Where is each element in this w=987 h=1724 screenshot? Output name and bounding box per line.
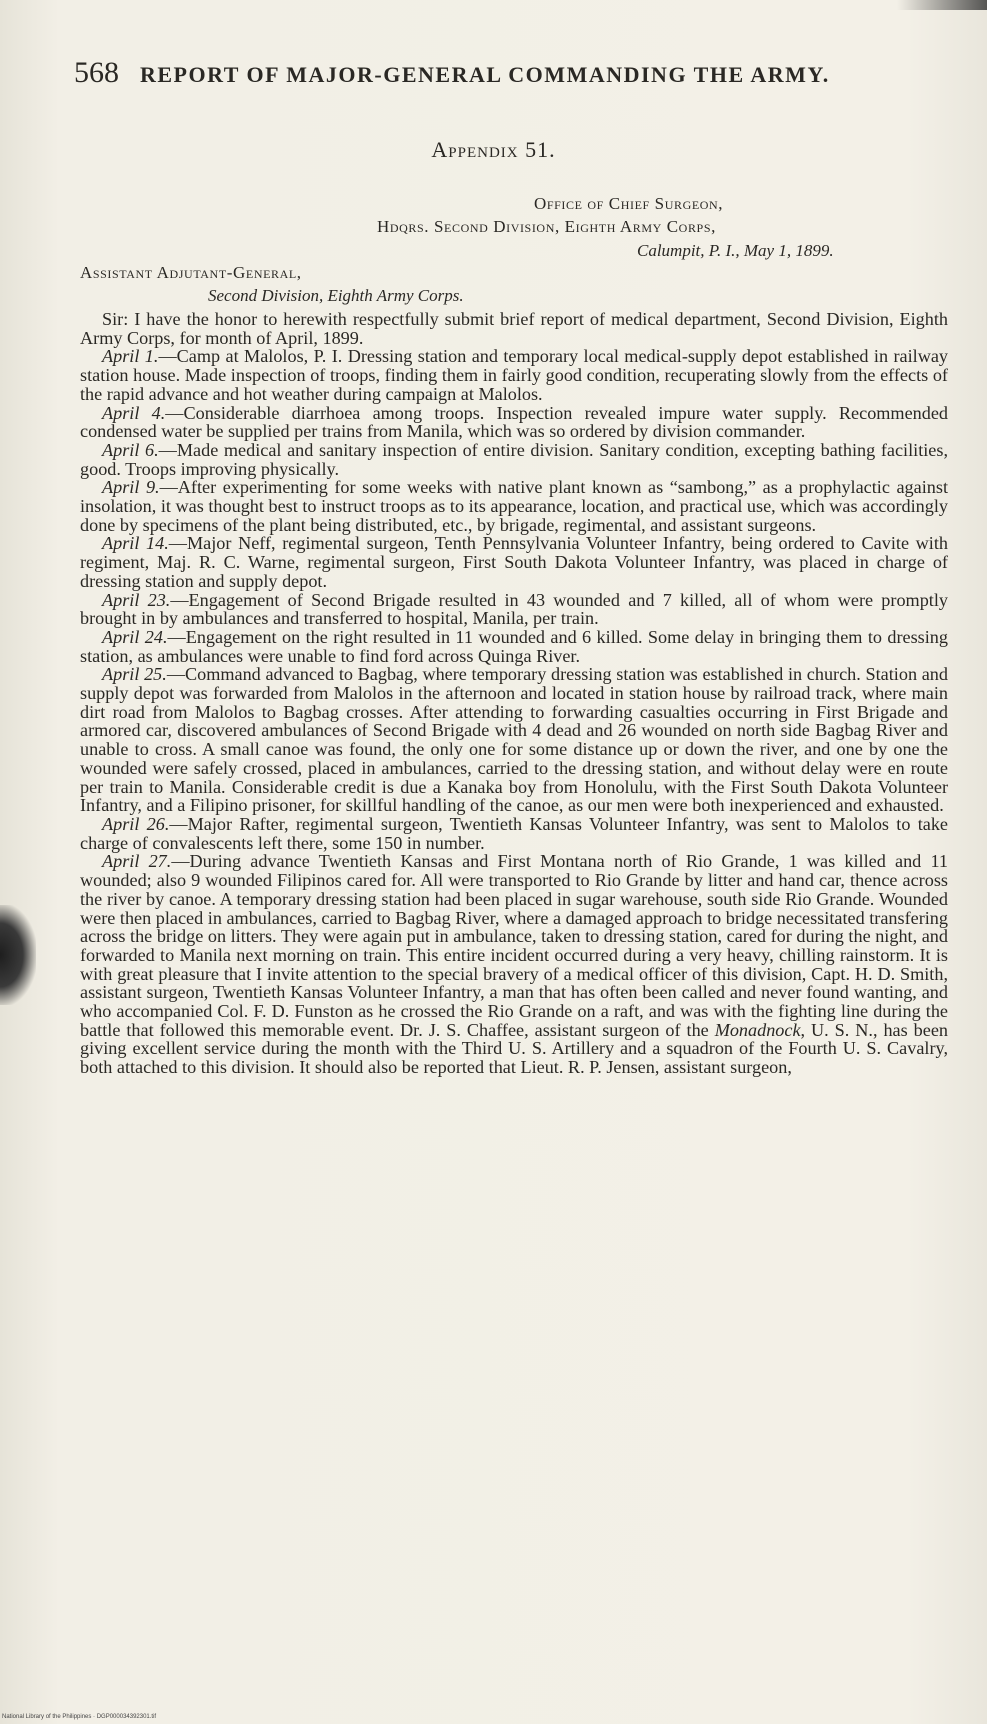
paragraph-april-9: April 9.—After experimenting for some weeks with native plant known as “sambong,” as a prophylactic against insolation, it was thought best to instruct troops as to its appearance, location, and practical use, which was accordingly done by specimens of the plant being distributed, etc., by brigade, regimental, and assistant surgeons.	[80, 477, 949, 535]
sender-line-2: Hdqrs. Second Division, Eighth Army Corps,	[377, 217, 716, 236]
recipient-line-1: Assistant Adjutant-General,	[80, 263, 302, 282]
sender-line-3: Calumpit, P. I., May 1, 1899.	[637, 241, 834, 260]
sender-line-1: Office of Chief Surgeon,	[534, 194, 724, 213]
paragraph-april-4: April 4.—Considerable diarrhoea among troops. Inspection revealed impure water supply. Recommended condensed water be supplied per trains from Manila, which was so ordered by division commander.	[80, 402, 949, 442]
paragraph-april-24: April 24.—Engagement on the right resulted in 11 wounded and 6 killed. Some delay in bringing them to dressing station, as ambulances were unable to find ford across Quinga River.	[80, 626, 948, 666]
scan-footer: National Library of the Philippines · DGP000034392301.tif	[2, 1714, 157, 1720]
appendix-heading: Appendix 51.	[431, 137, 556, 162]
report-body	[80, 310, 948, 1077]
scan-edge-shadow	[897, 0, 987, 10]
header-title: REPORT OF MAJOR-GENERAL COMMANDING THE ARMY.	[140, 62, 830, 87]
paragraph-salutation: Sir: I have the honor to herewith respectfully submit brief report of medical department, Second Division, Eighth Army Corps, for month of April, 1899.	[80, 309, 948, 348]
recipient-line-2: Second Division, Eighth Army Corps.	[208, 286, 464, 305]
paragraph-april-23: April 23.—Engagement of Second Brigade resulted in 43 wounded and 7 killed, all of whom were promptly brought in by ambulances and transferred to hospital, Manila, per train.	[80, 589, 948, 629]
paragraph-april-25: April 25.—Command advanced to Bagbag, where temporary dressing station was established in church. Station and supply depot was forwarded from Malolos in the afternoon and located in station house by railroad track, where main dirt road from Malolos to Bagbag crosses. After attending to forwarding casualties occurring in First Brigade and armored car, discovered ambulances of Second Brigade with 4 dead and 26 wounded on north side Bagbag River and unable to cross. A small canoe was found, the only one for some distance up or down the river, and one by one the wounded were safely crossed, placed in ambulances, carried to the dressing station, and without delay were en route per train to Manila. Considerable credit is due a Kanaka boy from Honolulu, with the First South Dakota Volunteer Infantry, and a Filipino prisoner, for skillful handling of the canoe, as our men were both inexperienced and exhausted.	[80, 664, 948, 816]
running-header	[74, 56, 924, 90]
paragraph-april-27: April 27.—During advance Twentieth Kansas and First Montana north of Rio Grande, 1 was killed and 11 wounded; also 9 wounded Filipinos cared for. All were transported to Rio Grande by litter and hand car, thence across the river by canoe. A temporary dressing station had been placed in sugar warehouse, south side Rio Grande. Wounded were then placed in ambulances, carried to Bagbag River, where a damaged approach to bridge necessitated transfering across the bridge on litters. They were again put in ambulance, taken to dressing station, cared for during the night, and forwarded to Manila next morning on train. This entire incident occurred during a very heavy, chilling rainstorm. It is with great pleasure that I invite attention to the special bravery of a medical officer of this division, Capt. H. D. Smith, assistant surgeon, Twentieth Kansas Volunteer Infantry, a man that has often been called and never found wanting, and who accompanied Col. F. D. Funston as he crossed the Rio Grande on a raft, and was with the fighting line during the battle that followed this memorable event. Dr. J. S. Chaffee, assistant surgeon of the Monadnock, U. S. N., has been giving excellent service during the month with the Third U. S. Artillery and a squadron of the Fourth U. S. Cavalry, both attached to this division. It should also be reported that Lieut. R. P. Jensen, assistant surgeon,	[80, 851, 948, 1078]
binding-shadow	[0, 905, 36, 1005]
paragraph-april-26: April 26.—Major Rafter, regimental surgeon, Twentieth Kansas Volunteer Infantry, was sent to Malolos to take charge of convalescents left there, some 150 in number.	[80, 813, 948, 853]
paragraph-april-1: April 1.—Camp at Malolos, P. I. Dressing station and temporary local medical-supply depot established in railway station house. Made inspection of troops, finding them in fairly good condition, recuperating slowly from the effects of the rapid advance and hot weather during campaign at Malolos.	[80, 346, 948, 404]
paragraph-april-6: April 6.—Made medical and sanitary inspection of entire division. Sanitary condition, excepting bathing facilities, good. Troops improving physically.	[80, 439, 948, 479]
paragraph-april-14: April 14.—Major Neff, regimental surgeon, Tenth Pennsylvania Volunteer Infantry, being ordered to Cavite with regiment, Maj. R. C. Warne, regimental surgeon, First South Dakota Volunteer Infantry, was placed in charge of dressing station and supply depot.	[80, 533, 948, 591]
page-number: 568	[74, 56, 119, 89]
